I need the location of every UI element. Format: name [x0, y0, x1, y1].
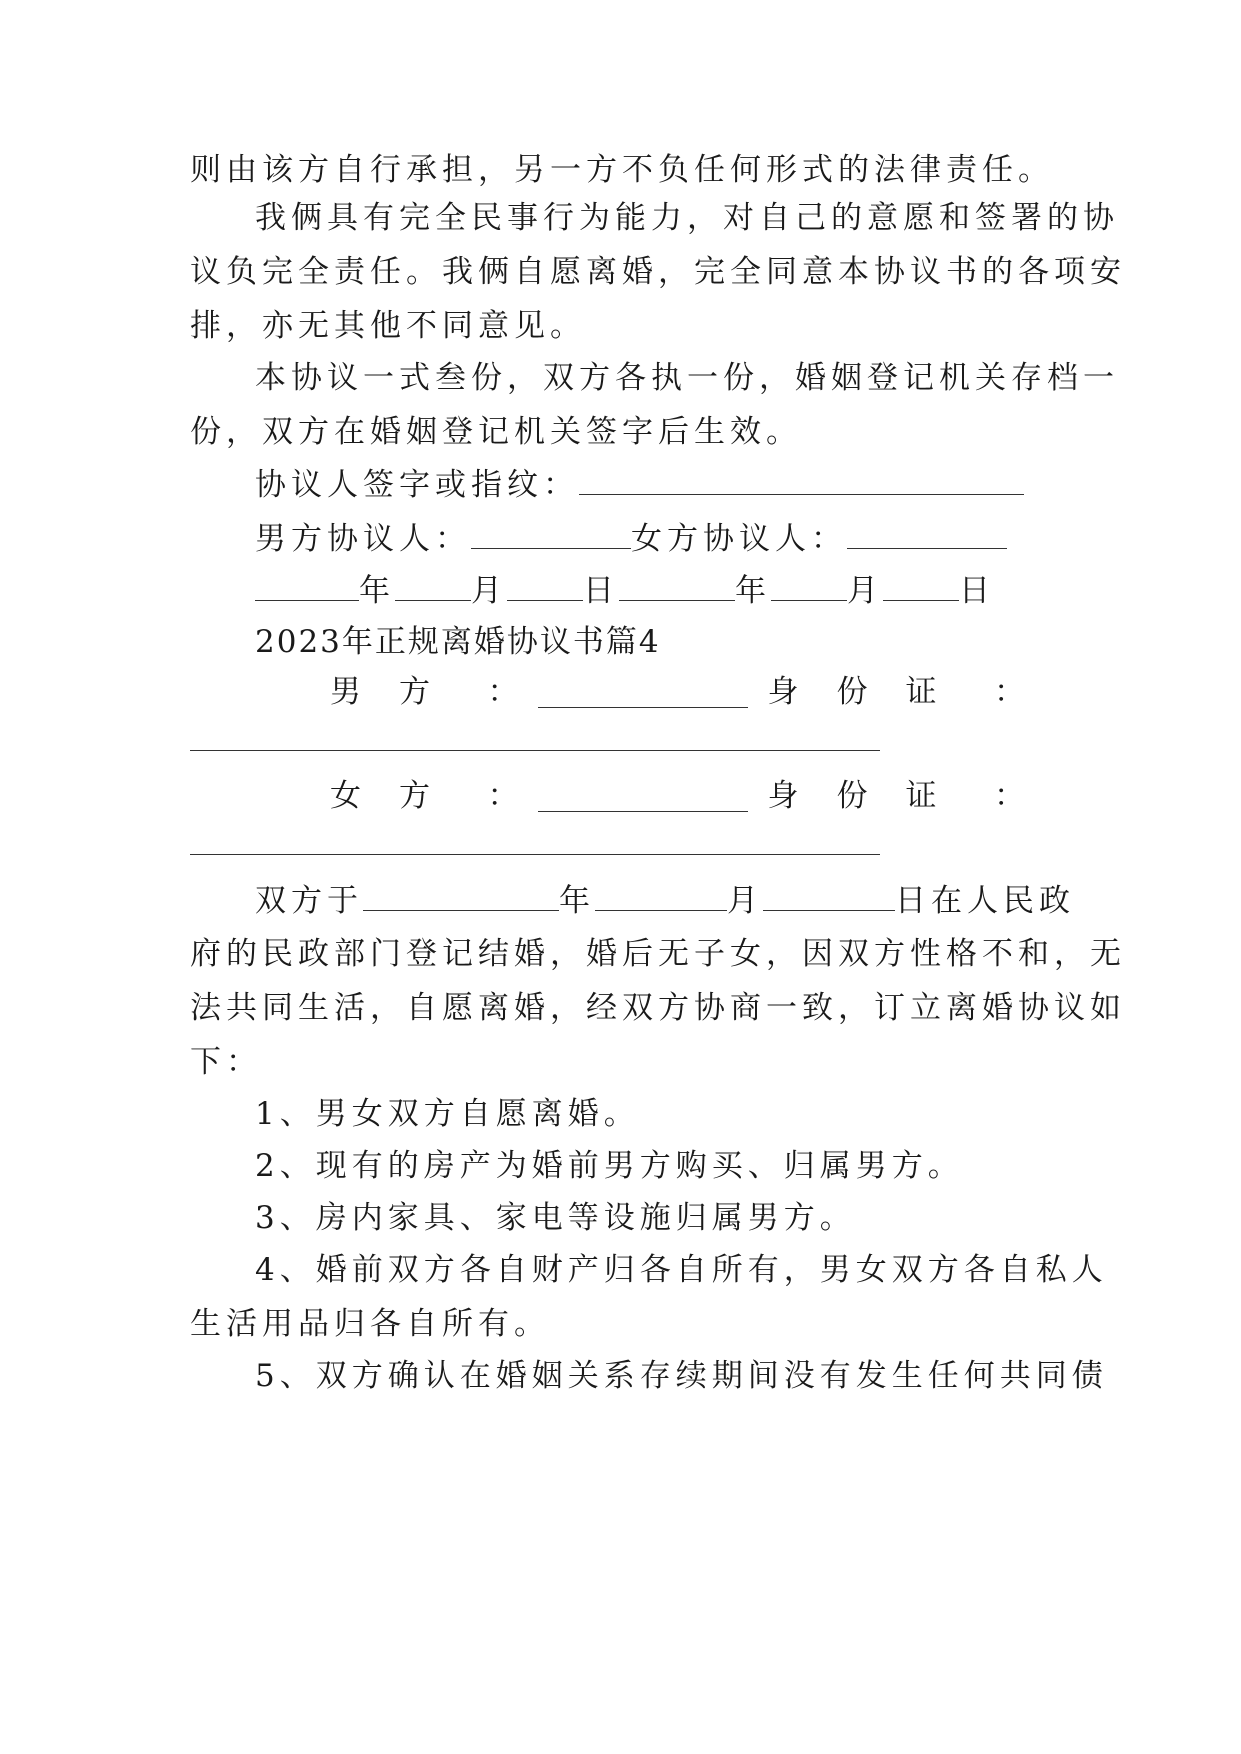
paragraph-line: 本协议一式叁份，双方各执一份，婚姻登记机关存档一: [255, 360, 1119, 396]
day-blank[interactable]: [883, 570, 959, 601]
list-item: 4、婚前双方各自财产归各自所有，男女双方各自私人: [255, 1252, 1108, 1288]
list-item: 1、男女双方自愿离婚。: [255, 1096, 640, 1132]
list-item-continuation: 生活用品归各自所有。: [190, 1306, 550, 1342]
month-blank[interactable]: [395, 570, 471, 601]
year-blank[interactable]: [619, 570, 735, 601]
colon: ：: [994, 674, 1025, 710]
signature-label: 协议人签字或指纹：: [255, 467, 579, 503]
reg-year-label: 年: [559, 883, 595, 919]
female-signatory-label: 女方协议人：: [631, 521, 847, 557]
paragraph-line: 我俩具有完全民事行为能力，对自己的意愿和签署的协: [255, 200, 1119, 236]
date-row: [255, 570, 1052, 610]
female-party-label: 女方: [330, 778, 468, 814]
month-blank[interactable]: [771, 570, 847, 601]
female-party-row: [330, 776, 1025, 816]
list-item: 2、现有的房产为婚前男方购买、归属男方。: [255, 1148, 964, 1184]
day-blank[interactable]: [507, 570, 583, 601]
year-label: 年: [359, 573, 395, 609]
id-label: 身份证: [767, 674, 975, 710]
year-blank[interactable]: [255, 570, 359, 601]
colon: ：: [487, 778, 519, 814]
day-label: 日: [959, 573, 995, 609]
month-label: 月: [847, 573, 883, 609]
female-id-blank[interactable]: [190, 854, 880, 855]
signature-blank[interactable]: [579, 464, 1024, 495]
paragraph-line: 下：: [190, 1044, 262, 1080]
reg-suffix: 日在人民政: [895, 883, 1075, 919]
id-label: 身份证: [767, 778, 975, 814]
male-party-label: 男方: [330, 674, 468, 710]
male-signatory-blank[interactable]: [471, 518, 631, 549]
day-label: 日: [583, 573, 619, 609]
paragraph-line: 排，亦无其他不同意见。: [190, 308, 586, 344]
male-signatory-label: 男方协议人：: [255, 521, 471, 557]
paragraph-line: 府的民政部门登记结婚，婚后无子女，因双方性格不和，无: [190, 936, 1126, 972]
reg-month-label: 月: [727, 883, 763, 919]
female-signatory-blank[interactable]: [847, 518, 1007, 549]
colon: ：: [994, 778, 1025, 814]
list-item: 3、房内家具、家电等设施归属男方。: [255, 1200, 856, 1236]
signature-row: [255, 464, 1052, 504]
paragraph-line: 则由该方自行承担，另一方不负任何形式的法律责任。: [190, 152, 1054, 188]
female-name-blank[interactable]: [538, 781, 748, 812]
reg-day-blank[interactable]: [763, 880, 895, 911]
list-item: 5、双方确认在婚姻关系存续期间没有发生任何共同债: [255, 1358, 1108, 1394]
male-name-blank[interactable]: [538, 677, 748, 708]
signatories-row: [255, 518, 1052, 558]
section-title: 2023年正规离婚协议书篇4: [255, 624, 661, 660]
month-label: 月: [471, 573, 507, 609]
paragraph-line: 份，双方在婚姻登记机关签字后生效。: [190, 414, 802, 450]
colon: ：: [487, 674, 519, 710]
male-party-row: [330, 672, 1025, 712]
year-label: 年: [735, 573, 771, 609]
reg-month-blank[interactable]: [595, 880, 727, 911]
male-id-blank[interactable]: [190, 750, 880, 751]
paragraph-line: 法共同生活，自愿离婚，经双方协商一致，订立离婚协议如: [190, 990, 1126, 1026]
paragraph-line: 议负完全责任。我俩自愿离婚，完全同意本协议书的各项安: [190, 254, 1126, 290]
reg-year-blank[interactable]: [363, 880, 559, 911]
registration-row: [255, 880, 1075, 920]
reg-prefix: 双方于: [255, 883, 363, 919]
